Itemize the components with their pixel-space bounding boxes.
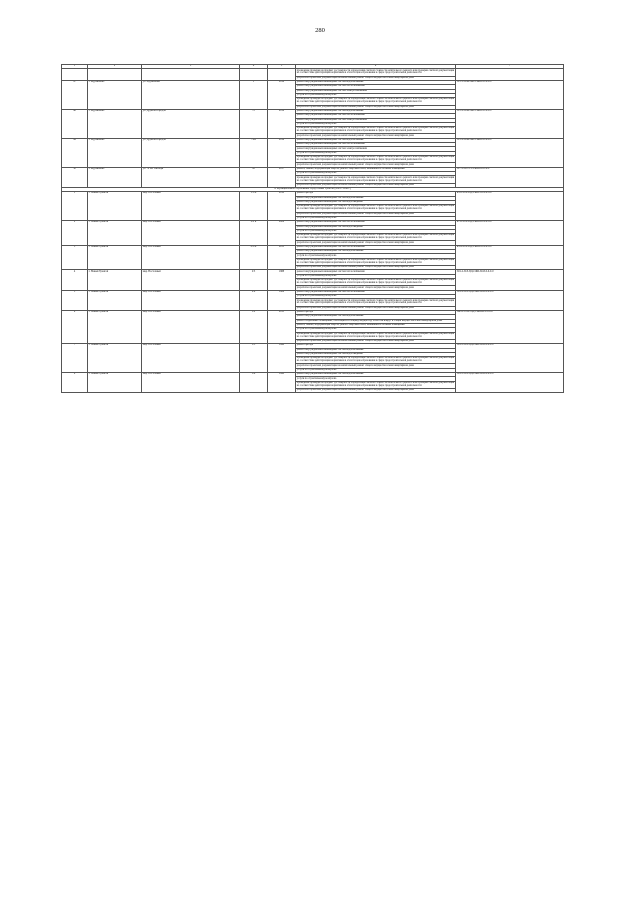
work-type-cell: проведение проверки на предмет достоверности определения сметной стоимости капитального ремонта или проверки сметной документации на соответствие действующим нормативам в области ценообразования в сфере градостроительной деятельности	[296, 332, 455, 338]
work-type-cell: разработка проектной документации на капитальный ремонт общего имущества в многоквартирном доме	[296, 105, 456, 109]
work-type-cell: разработка проектной документации на капитальный ремонт общего имущества в многоквартирном доме	[296, 339, 456, 343]
year-cell: 2017	[268, 167, 296, 187]
row-number-cell: 6	[62, 310, 88, 343]
code-cell: Б-5-1-П-Р-ПД-СЖБ-9-0-0-0-0-0	[456, 221, 564, 246]
work-type-cell: услуги по строительному контролю	[296, 229, 456, 233]
row-number-cell: 8	[62, 373, 88, 393]
house-cell: 72	[240, 109, 268, 138]
house-cell: 74А	[240, 138, 268, 167]
city-cell: г. Муравленко	[88, 80, 142, 109]
work-type-cell: ремонт внутридомовых инженерных систем электроснабжения	[296, 147, 456, 151]
city-cell: г. Новый Уренгой	[88, 270, 142, 290]
row-number-cell: 4	[62, 270, 88, 290]
city-cell: г. Новый Уренгой	[88, 344, 142, 373]
street-cell: мкр. Восточный	[142, 192, 240, 221]
work-type-cell: ремонт внутридомовых инженерных систем теплоснабжения	[296, 85, 456, 89]
city-cell: г. Новый Уренгой	[88, 192, 142, 221]
work-type-cell: проведение проверки на предмет достоверности определения сметной стоимости капитального ремонта или проверки сметной документации на соответствие действующим нормативам в области ценообразования в сфере градостроительной деятельности	[296, 233, 455, 240]
work-type-cell: ремонт внутридомовых инженерных систем водоотведения	[296, 225, 456, 229]
header-cell: 2	[88, 65, 142, 69]
work-type-cell: ремонт внутридомовых инженерных систем электроснабжения	[296, 89, 456, 93]
header-cell: 4	[240, 65, 268, 69]
page-number: 280	[315, 27, 325, 34]
row-number-cell: 47	[62, 80, 88, 109]
city-cell: г. Муравленко	[88, 109, 142, 138]
city-cell: г. Муравленко	[88, 167, 142, 187]
work-type-cell: разработка проектной документации на капитальный ремонт общего имущества в многоквартирном доме	[296, 183, 456, 187]
year-cell: 2016	[268, 138, 296, 167]
house-cell: 3/4	[240, 373, 268, 393]
street-cell: мкр. Восточный	[142, 245, 240, 270]
code-cell: П-3-2-Н-Ш-МП-СЖБ-0-0-0-0-0	[456, 109, 564, 138]
work-type-cell: ремонт подвальных помещений, относящихся к общему имуществу, отмостки вокруг в общем имуществе в многоквартирном доме	[296, 319, 456, 323]
header-cell: 5	[268, 65, 296, 69]
work-type-cell: ремонт внутридомовых инженерных систем электроснабжения	[296, 118, 456, 122]
street-cell: ул. Дружбы Народов	[142, 109, 240, 138]
city-cell: г. Муравленко	[88, 138, 142, 167]
year-cell: 2006	[268, 221, 296, 246]
work-type-cell: ремонт фасада	[296, 344, 456, 348]
city-cell: г. Новый Уренгой	[88, 245, 142, 270]
street-cell	[142, 69, 240, 81]
table-row	[62, 69, 564, 76]
table-body-before	[62, 69, 564, 188]
work-type-cell: проведение проверки на предмет достоверности определения сметной стоимости капитального ремонта или проверки сметной документации на соответствие действующим нормативам в области ценообразования в сфере градостроительной деятельности	[296, 204, 455, 211]
year-cell: 2016	[268, 80, 296, 109]
year-cell: 2013	[268, 310, 296, 343]
work-type-cell: услуги по строительному контролю	[296, 368, 456, 372]
street-cell: мкр. Восточный	[142, 373, 240, 393]
year-cell: 1990	[268, 373, 296, 393]
code-cell: П-7-1-П-С-Т3-СЖБ-0-0-0-0-0	[456, 167, 564, 187]
street-cell: мкр. Восточный	[142, 290, 240, 310]
street-cell: мкр. Восточный	[142, 310, 240, 343]
year-cell	[268, 69, 296, 81]
house-cell: 2/2 Б	[240, 221, 268, 246]
work-type-cell: услуги по строительному контролю	[296, 295, 456, 299]
street-cell: ул. 70 лет Октября	[142, 167, 240, 187]
work-type-cell: разработка проектной документации на капитальный ремонт общего имущества в многоквартирном доме	[296, 364, 456, 368]
work-type-cell: ремонт внутридомовых инженерных систем водоотведения	[296, 200, 456, 204]
work-type-cell: услуги по строительному контролю	[296, 377, 456, 381]
year-cell: 2019	[268, 109, 296, 138]
work-type-cell: проведение проверки на предмет достоверности определения сметной стоимости капитального ремонта или проверки сметной документации на соответствие действующим нормативам в области ценообразования в сфере градостроительной деятельности	[296, 381, 455, 387]
work-type-cell: ремонт фасада	[296, 310, 456, 314]
work-type-cell: услуги по строительному контролю	[296, 274, 456, 278]
city-cell	[88, 69, 142, 81]
house-cell: 3/2	[240, 310, 268, 343]
work-type-cell: разработка проектной документации на капитальный ремонт общего имущества в многоквартирном доме	[296, 389, 456, 393]
work-type-cell: проведение проверки на предмет достоверности определения сметной стоимости капитального ремонта или проверки сметной документации на соответствие действующим нормативам в области ценообразования в сфере градостроительной деятельности	[296, 278, 455, 285]
work-type-cell: услуги по строительному контролю	[296, 216, 456, 220]
header-cell: 7	[456, 65, 564, 69]
work-type-cell: проведение проверки на предмет достоверности определения сметной стоимости капитального ремонта или проверки сметной документации на соответствие действующим нормативам в области ценообразования в сфере градостроительной деятельности	[296, 97, 455, 104]
city-cell: г. Новый Уренгой	[88, 310, 142, 343]
work-type-cell: ремонт внутридомовых инженерных систем водоснабжения	[296, 80, 456, 84]
work-type-cell: ремонт внутридомовых инженерных систем водоснабжения	[296, 138, 456, 142]
header-cell: 6	[296, 65, 456, 69]
row-number-cell: 49	[62, 138, 88, 167]
capital-repair-table	[61, 64, 564, 393]
city-cell: г. Новый Уренгой	[88, 290, 142, 310]
work-type-cell: ремонт фасада	[296, 192, 456, 196]
row-number-cell	[62, 69, 88, 81]
house-cell: 45	[240, 167, 268, 187]
work-type-cell: проведение проверки на предмет достоверности определения сметной стоимости капитального ремонта или проверки сметной документации на соответствие действующим нормативам в области ценообразования в сфере градостроительной деятельности	[296, 356, 455, 363]
street-cell: мкр. Восточный	[142, 221, 240, 246]
code-cell: П-3-1-Н-Ш-МП-СЖБ-0-0-0-0-0	[456, 80, 564, 109]
work-type-cell: проведение проверки на предмет достоверности определения сметной стоимости капитального ремонта или проверки сметной документации на соответствие действующим нормативам в области ценообразования в сфере градостроительной деятельности	[296, 175, 455, 182]
code-cell: П-9-3-П-Р-ПД-СЖБ-П-М-0-0-0-0	[456, 344, 564, 373]
work-type-cell: ремонт внутридомовых инженерных систем водоснабжения	[296, 250, 456, 254]
row-number-cell: 5	[62, 290, 88, 310]
work-type-cell: услуги по строительному контролю	[296, 151, 456, 155]
work-type-cell: ремонт, замена, модернизация лифтов, ремонт лифтовых шахт, машинных и блочных помещений	[296, 323, 456, 327]
row-number-cell: 1	[62, 192, 88, 221]
work-type-cell: проведение проверки на предмет достоверности определения сметной стоимости капитального ремонта или проверки сметной документации на соответствие действующим нормативам в области ценообразования в сфере градостроительной деятельности	[296, 68, 455, 75]
work-type-cell: ремонт внутридомовых инженерных систем теплоснабжения	[296, 221, 456, 225]
work-type-cell: проведение проверки на предмет достоверности определения сметной стоимости капитального ремонта или проверки сметной документации на соответствие действующим нормативам в области ценообразования в сфере градостроительной деятельности	[296, 298, 455, 305]
work-type-cell: ремонт внутридомовых инженерных систем водоотведения	[296, 352, 456, 356]
section-title: 8. Муниципальное образование город Новый Уренгой (2044 - 2046 г.)	[62, 187, 564, 191]
work-type-cell: проведение проверки на предмет достоверности определения сметной стоимости капитального ремонта или проверки сметной документации на соответствие действующим нормативам в области ценообразования в сфере градостроительной деятельности	[296, 126, 455, 133]
house-cell: 3/5	[240, 344, 268, 373]
house-cell: 2/6	[240, 290, 268, 310]
row-number-cell: 3	[62, 245, 88, 270]
work-type-cell: разработка проектной документации на капитальный ремонт общего имущества в многоквартирном доме	[296, 134, 456, 138]
work-type-cell: разработка проектной документации на капитальный ремонт общего имущества в многоквартирном доме	[296, 163, 456, 167]
work-type-cell: ремонт внутридомовых инженерных систем теплоснабжения	[296, 143, 456, 147]
street-cell: ул. Муравленко	[142, 80, 240, 109]
work-type-cell: разработка проектной документации на капитальный ремонт общего имущества в многоквартирном доме	[296, 306, 456, 310]
year-cell: 2011	[268, 245, 296, 270]
work-type-cell: проведение проверки на предмет достоверности определения сметной стоимости капитального ремонта или проверки сметной документации на соответствие действующим нормативам в области ценообразования в сфере градостроительной деятельности	[296, 155, 455, 162]
code-cell: ПК-9-3-П-Р-ПД-СЖБ-Ш-0-0-0-0	[456, 310, 564, 343]
header-cell: 3	[142, 65, 240, 69]
work-type-cell: разработка проектной документации на капитальный ремонт общего имущества в многоквартирном доме	[296, 266, 456, 270]
work-type-cell: проведение проверки на предмет достоверности определения сметной стоимости капитального ремонта или проверки сметной документации на соответствие действующим нормативам в области ценообразования в сфере градостроительной деятельности	[296, 258, 455, 264]
year-cell: 1990	[268, 344, 296, 373]
street-cell: мкр. Восточный	[142, 344, 240, 373]
year-cell: 1989	[268, 290, 296, 310]
work-type-cell: разработка проектной документации на капитальный ремонт общего имущества в многоквартирном доме	[296, 241, 456, 245]
row-number-cell: 48	[62, 109, 88, 138]
work-type-cell: ремонт внутридомовых инженерных систем теплоснабжения	[296, 114, 456, 118]
code-cell: П-9-2-П-Р-ПД-СЖБ-П-М-0-0-0-0	[456, 270, 564, 290]
city-cell: г. Новый Уренгой	[88, 221, 142, 246]
work-type-cell: ремонт внутридомовых инженерных систем теплоснабжения	[296, 270, 456, 274]
header-cell: 1	[62, 65, 88, 69]
work-type-cell: ремонт, замена, модернизация лифтов, ремонт лифтовых шахт, машинных и блочных помещений	[296, 167, 456, 171]
code-cell	[456, 69, 564, 81]
house-cell: 2/5	[240, 270, 268, 290]
work-type-cell: услуги по строительному контролю	[296, 93, 456, 97]
work-type-cell: разработка проектной документации на капитальный ремонт общего имущества в многоквартирном доме	[296, 212, 456, 216]
city-cell: г. Новый Уренгой	[88, 373, 142, 393]
work-type-cell: ремонт внутридомовых инженерных систем водоснабжения	[296, 196, 456, 200]
work-type-cell: услуги по строительному контролю	[296, 172, 456, 176]
work-type-cell: ремонт внутридомовых инженерных систем водоснабжения	[296, 315, 456, 319]
house-cell: 1/1 А	[240, 192, 268, 221]
work-type-cell: услуги по строительному контролю	[296, 254, 456, 258]
work-type-cell: услуги по строительному контролю	[296, 122, 456, 126]
code-cell: П-3-2-Н-Ш-МП-СЖБ-0-0-0-0-0	[456, 138, 564, 167]
house-cell: 1	[240, 80, 268, 109]
code-cell: Б-9-1-П-Р-ПД-СЖБ-5-8-0-0-0-0	[456, 192, 564, 221]
year-cell: 2010	[268, 192, 296, 221]
row-number-cell: 50	[62, 167, 88, 187]
work-type-cell: ремонт внутридомовых инженерных систем водоснабжения	[296, 348, 456, 352]
code-cell: П-9-3-П-Р-ПД-СЖБ-П-М-0-0-0-0	[456, 373, 564, 393]
work-type-cell: разработка проектной документации на капитальный ремонт общего имущества в многоквартирном доме	[296, 286, 456, 290]
work-type-cell: ремонт внутридомовых инженерных систем теплоснабжения	[296, 245, 456, 249]
code-cell: Б-9-2-П-Р-ПД-СЖБ-0-0-0-0-0-0	[456, 245, 564, 270]
year-cell: 1988	[268, 270, 296, 290]
work-type-cell: разработка проектной документации на капитальный ремонт общего имущества в многоквартирном доме	[296, 76, 456, 80]
table-body-after	[62, 192, 564, 393]
work-type-cell: ремонт внутридомовых инженерных систем водоснабжения	[296, 109, 456, 113]
work-type-cell: услуги по строительному контролю	[296, 328, 456, 332]
house-cell: 2/3 А	[240, 245, 268, 270]
street-cell: ул. Дружбы Народов	[142, 138, 240, 167]
work-type-cell: ремонт внутридомовых инженерных систем теплоснабжения	[296, 290, 456, 294]
row-number-cell: 2	[62, 221, 88, 246]
street-cell: мкр. Восточный	[142, 270, 240, 290]
house-cell	[240, 69, 268, 81]
code-cell: П-9-2-П-Р-ПД-СЖБ-П-М-0-0-0-0	[456, 290, 564, 310]
row-number-cell: 7	[62, 344, 88, 373]
work-type-cell: ремонт внутридомовых инженерных систем водоснабжения	[296, 373, 456, 377]
